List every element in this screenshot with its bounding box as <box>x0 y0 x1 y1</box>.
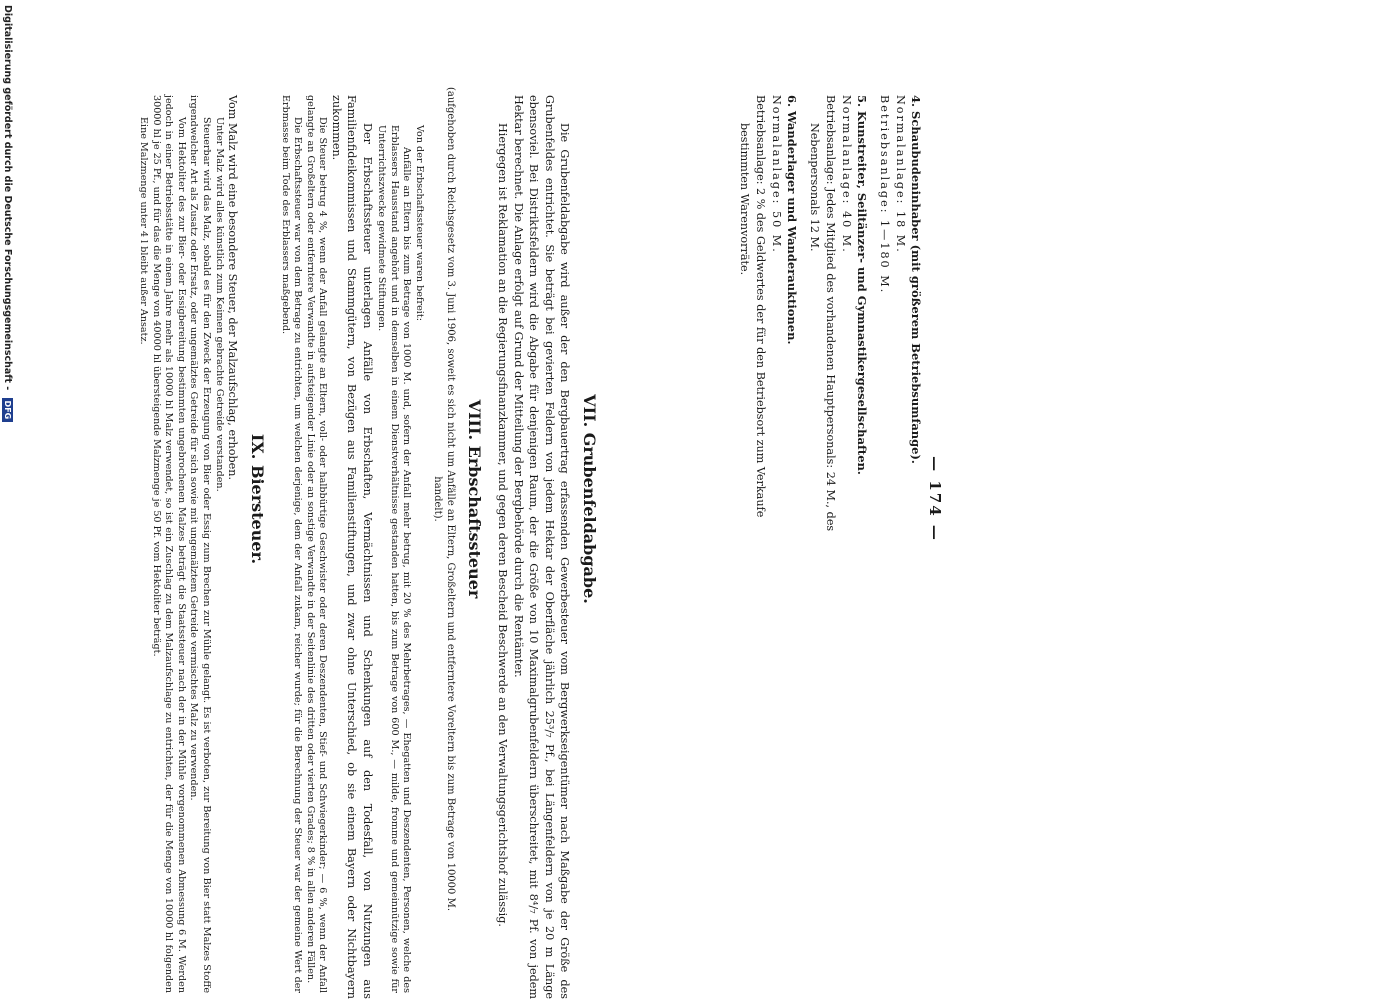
dfg-logo: DFG <box>2 398 13 423</box>
section-5-betrieb-cont: Nebenpersonals 12 M. <box>808 123 821 252</box>
scanned-page-lower <box>138 0 610 999</box>
chapter-8-exempt-text: Anfälle an Eltern bis zum Betrage von 1000 M. und, sofern der Anfall mehr betrug, mit 20 % des Mehrbetrages, — Ehegatten und Deszendenten, Personen, welche des Erblassers Hausstand angehört und in demselben in einem Dienstverhältnisse gestanden hatten, bis zum Betrage von 600 M., — milde, fromme und gemeinnützige sowie für Unterrichtszwecke gewidmete Stiftungen. <box>376 125 413 993</box>
section-6-heading: 6. Wanderlager und Wanderauktionen. <box>785 95 799 345</box>
section-4-heading: 4. Schaubudeninhaber (mit größerem Betriebsumfange). <box>909 95 923 464</box>
section-6-betrieb: Betriebsanlage: 2 % des Geldwertes der für den Betriebsort zum Verkaufe <box>754 95 767 518</box>
chapter-7-paragraph-2: Hiergegen ist Reklamation an die Regierungsfinanzkammer, und gegen deren Bescheid Beschwerde an den Verwaltungsgerichtshof zulässig. <box>496 123 510 927</box>
section-4-betrieb: Betriebsanlage: 1—180 M. <box>878 95 891 295</box>
section-6-betrieb-cont: bestimmten Warenvorräte. <box>738 123 751 276</box>
chapter-7-paragraph-1: Die Grubenfeldabgabe wird außer der den Bergbauertrag erfassenden Gewerbesteuer vom Bergwerkseigentümer nach Maßgabe der Größe des Grubenfeldes entrichtet. Sie beträgt bei gevierten Feldern von jedem Hektar der Oberfläche jährlich 25³/₇ Pf., bei Längenfeldern von je 20 m Länge ebensoviel. Bei Distriktsfeldern wird die Abgabe für denjenigen Raum, der die Größe von 10 Maximalgrubenfeldern überschreitet, mit 8⁴/₇ Pf. von jedem Hektar berechnet. Die Anlage erfolgt auf Grund der Mitteilung der Bergbehörde durch die Rentämter. <box>511 95 571 999</box>
chapter-8-subtitle: (aufgehoben durch Reichsgesetz vom 3. Juni 1906, soweit es sich nicht um Anfälle an Eltern, Großeltern und entferntere Voreltern bis zum Betrage von 10000 M. handelt). <box>431 86 456 911</box>
footer-credit-text: Digitalisierung gefördert durch die Deutsche Forschungsgemeinschaft - <box>2 5 13 391</box>
section-4-normal: Normalanlage: 18 M. <box>894 95 907 254</box>
chapter-8-rate: Die Steuer betrug 4 %, wenn der Anfall gelangte an Eltern, voll- oder halbbürtige Geschwister oder deren Deszendenten, Stief- und Schwiegerkinder; — 6 %, wenn der Anfall gelangte an Großeltern oder entferntere Verwandte in aufsteigender Linie oder an sonstige Verwandte in der Seitenlinie des dritten oder vierten Grades; 8 % in allen anderen Fällen. <box>304 95 329 993</box>
chapter-7-title: VII. Grubenfeldabgabe. <box>580 394 599 604</box>
section-5-heading: 5. Kunstreiter, Seiltänzer- und Gymnastikergesellschaften. <box>855 95 869 475</box>
footer-credit <box>1 5 13 995</box>
page-number: — 174 — <box>926 456 944 542</box>
chapter-8-exempt-intro: Von der Erbschaftssteuer waren befreit: <box>413 125 425 321</box>
footer-strip <box>0 0 14 1000</box>
chapter-9-definition: Unter Malz wird alles künstlich zum Keimen gebrachte Getreide verstanden. <box>213 117 225 492</box>
chapter-9-intro: Vom Malz wird eine besondere Steuer, der Malzaufschlag, erhoben. <box>226 95 239 480</box>
chapter-8-paragraph-1: Der Erbschaftssteuer unterlagen Anfälle von Erbschaften, Vermächtnissen und Schenkungen auf den Todesfall, von Nutzungen aus Familienfideikommissen und Stammgütern, von Bezügen aus Familienstiftungen, und zwar ohne Unterschied, ob sie einem Bayern oder Nichtbayern zukommen. <box>329 95 374 999</box>
chapter-9-paragraph-1: Steuerbar wird das Malz, sobald es für den Zweck der Erzeugung von Bier oder Essig zum Brechen zur Mühle gelangt. Es ist verboten, zur Bereitung von Bier statt Malzes Stoffe irgendwelcher Art als Zusatz oder Ersatz, oder ungemälztes Getreide für sich sowie mit ungemälztem Getreide vermischtes Malz zu verwenden. <box>188 95 212 993</box>
chapter-9-paragraph-2: Vom Hektoliter des zur Bier- oder Essigbereitung bestimmten ungebrochenen Malzes beträgt die Staatssteuer nach der in der Mühle vorgenommenen Abmessung 6 M. Werden jedoch in einer Betriebsstätte in einem Jahre mehr als 10000 hl Malz verwendet, so ist ein Zuschlag zu dem Malzaufschlage zu entrichten, der für die Menge von 10000 hl folgenden 30000 hl je 25 Pf., und für das die Menge von 40000 hl übersteigende Malzmenge je 50 Pf. vom Hektoliter beträgt. <box>150 95 187 993</box>
chapter-8-payer: Die Erbschaftssteuer war von dem Betrage zu entrichten, um welchen derjenige, dem der Anfall zukam, reicher wurde; für die Berechnung der Steuer war der gemeine Wert der Erbmasse beim Tode des Erblassers maßgebend. <box>279 95 304 993</box>
section-6-normal: Normalanlage: 50 M. <box>770 95 783 254</box>
section-5-normal: Normalanlage: 40 M. <box>840 95 853 254</box>
chapter-8-title: VIII. Erbschaftssteuer <box>464 399 484 599</box>
chapter-9-title: IX. Biersteuer. <box>248 433 267 565</box>
section-5-betrieb: Betriebsanlage: Jedes Mitglied des vorhandenen Hauptpersonals: 24 M., des <box>824 95 837 532</box>
chapter-9-paragraph-3: Eine Malzmenge unter 4 l bleibt außer Ansatz. <box>138 117 150 345</box>
